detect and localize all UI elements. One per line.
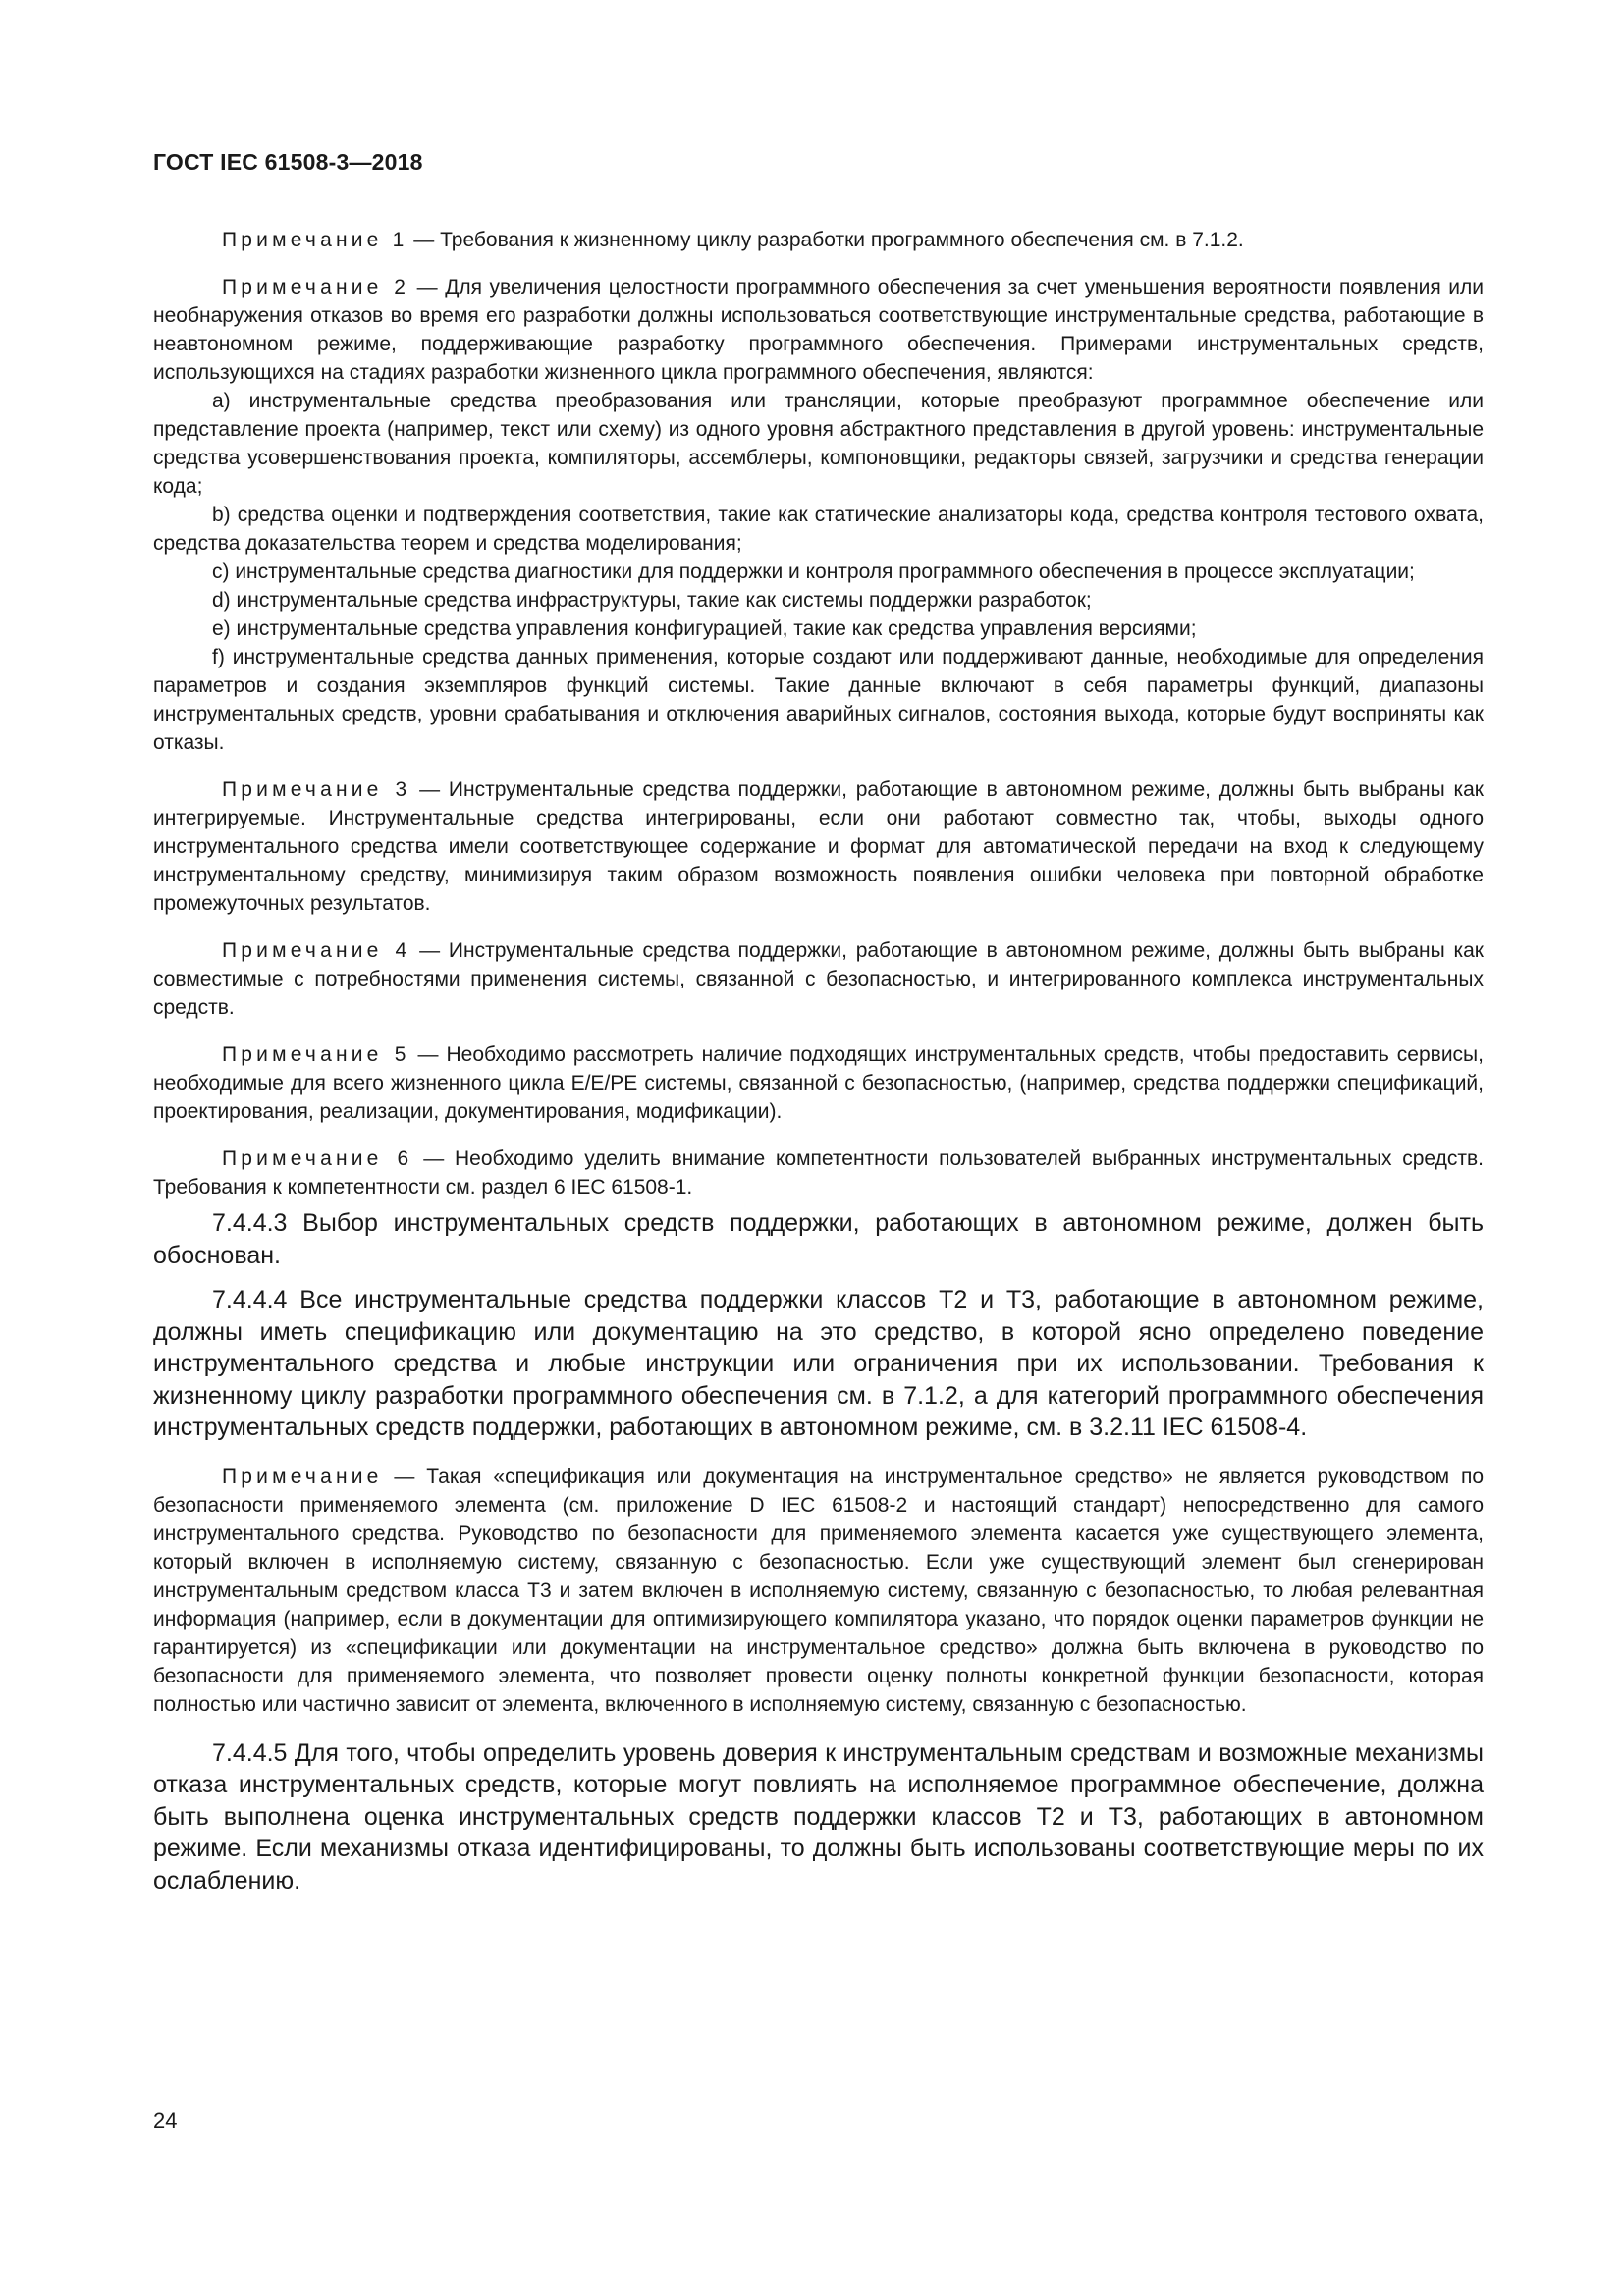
note-label: Примечание 2 bbox=[222, 276, 410, 298]
note-label: Примечание 3 bbox=[222, 778, 411, 801]
clause-7-4-4-3: 7.4.4.3 Выбор инструментальных средств поддержки, работающих в автономном режиме, должен быть обоснован. bbox=[153, 1209, 1484, 1269]
note-label: Примечание 4 bbox=[222, 939, 411, 962]
note-text: — Требования к жизненному циклу разработки программного обеспечения см. в 7.1.2. bbox=[407, 229, 1244, 251]
note-2 bbox=[153, 273, 1484, 387]
note-text: — Необходимо уделить внимание компетентности пользователей выбранных инструментальных средств. Требования к компетентности см. раздел 6 IEC 61508-1. bbox=[153, 1148, 1484, 1199]
note-text: — Такая «спецификация или документация на инструментальное средство» не является руководством по безопасности применяемого элемента (см. приложение D IEC 61508-2 и настоящий стандарт) непосредственно для самого инструментального средства. Руководство по безопасности для применяемого элемента касается уже существующего элемента, который включен в исполняемую систему, связанную с безопасностью. Если уже существующий элемент был сгенерирован инструментальным средством класса Т3 и затем включен в исполняемую систему, связанную с безопасностью, то любая релевантная информация (например, если в документации для оптимизирующего компилятора указано, что порядок оценки параметров функции не гарантируется) из «спецификации или документации на инструментальное средство» должна быть включена в руководство по безопасности для применяемого элемента, что позволяет провести оценку полноты конкретной функции безопасности, которая полностью или частично зависит от элемента, включенного в исполняемую систему, связанную с безопасностью. bbox=[153, 1465, 1484, 1716]
list-item-a: а) инструментальные средства преобразования или трансляции, которые преобразуют программное обеспечение или представление проекта (например, текст или схему) из одного уровня абстрактного представления в другой уровень: инструментальные средства усовершенствования проекта, компиляторы, ассемблеры, компоновщики, редакторы связей, загрузчики и средства генерации кода; bbox=[153, 390, 1484, 498]
note-label: Примечание bbox=[222, 1465, 383, 1488]
note-text: — Инструментальные средства поддержки, работающие в автономном режиме, должны быть выбраны как совместимые с потребностями применения системы, связанной с безопасностью, и интегрированного комплекса инструментальных средств. bbox=[153, 939, 1484, 1019]
note-label: Примечание 6 bbox=[222, 1148, 413, 1170]
list-item-b: b) средства оценки и подтверждения соответствия, такие как статические анализаторы кода, средства контроля тестового охвата, средства доказательства теорем и средства моделирования; bbox=[153, 504, 1484, 555]
note-6 bbox=[153, 1145, 1484, 1201]
note-final bbox=[153, 1463, 1484, 1719]
note-1 bbox=[153, 226, 1484, 254]
note-4 bbox=[153, 936, 1484, 1022]
note-5 bbox=[153, 1041, 1484, 1126]
list-item-e: e) инструментальные средства управления конфигурацией, такие как средства управления версиями; bbox=[212, 617, 1197, 640]
clause-7-4-4-5: 7.4.4.5 Для того, чтобы определить уровень доверия к инструментальным средствам и возможные механизмы отказа инструментальных средств, которые могут повлиять на исполняемое программное обеспечение, должна быть выполнена оценка инструментальных средств поддержки классов Т2 и Т3, работающих в автономном режиме. Если механизмы отказа идентифицированы, то должны быть использованы соответствующие меры по их ослаблению. bbox=[153, 1738, 1484, 1895]
note-text: — Необходимо рассмотреть наличие подходящих инструментальных средств, чтобы предоставить сервисы, необходимые для всего жизненного цикла Е/Е/РЕ системы, связанной с безопасностью, (например, средства поддержки спецификаций, проектирования, реализации, документирования, модификации). bbox=[153, 1043, 1484, 1123]
page-number: 24 bbox=[153, 2109, 178, 2133]
note-3 bbox=[153, 775, 1484, 918]
document-body bbox=[153, 226, 1484, 1909]
list-item-c: c) инструментальные средства диагностики для поддержки и контроля программного обеспечения в процессе эксплуатации; bbox=[212, 561, 1415, 583]
clause-7-4-4-4: 7.4.4.4 Все инструментальные средства поддержки классов Т2 и Т3, работающие в автономном режиме, должны иметь спецификацию или документацию на это средство, в которой ясно определено поведение инструментального средства и любые инструкции или ограничения при их использовании. Требования к жизненному циклу разработки программного обеспечения см. в 7.1.2, а для категорий программного обеспечения инструментальных средств поддержки, работающих в автономном режиме, см. в 3.2.11 IEC 61508-4. bbox=[153, 1286, 1484, 1441]
list-item-d: d) инструментальные средства инфраструктуры, такие как системы поддержки разработок; bbox=[212, 589, 1092, 612]
note-text: — Для увеличения целостности программного обеспечения за счет уменьшения вероятности появления или необнаружения отказов во время его разработки должны использоваться соответствующие инструментальные средства, работающие в неавтономном режиме, поддерживающие разработку программного обеспечения. Примерами инструментальных средств, использующихся на стадиях разработки жизненного цикла программного обеспечения, являются: bbox=[153, 276, 1485, 384]
note-label: Примечание 5 bbox=[222, 1043, 410, 1066]
note-label: Примечание 1 bbox=[222, 229, 408, 251]
list-item-f: f) инструментальные средства данных применения, которые создают или поддерживают данные, необходимые для определения параметров и создания экземпляров функций системы. Такие данные включают в себя параметры функций, диапазоны инструментальных средств, уровни срабатывания и отключения аварийных сигналов, состояния выхода, которые будут восприняты как отказы. bbox=[153, 646, 1484, 754]
document-header: ГОСТ IEC 61508-3—2018 bbox=[153, 149, 423, 175]
note-text: — Инструментальные средства поддержки, работающие в автономном режиме, должны быть выбраны как интегрируемые. Инструментальные средства интегрированы, если они работают совместно так, чтобы, выходы одного инструментального средства имели соответствующее содержание и формат для автоматической передачи на вход к следующему инструментальному средству, минимизируя таким образом возможность появления ошибки человека при повторной обработке промежуточных результатов. bbox=[153, 778, 1484, 915]
